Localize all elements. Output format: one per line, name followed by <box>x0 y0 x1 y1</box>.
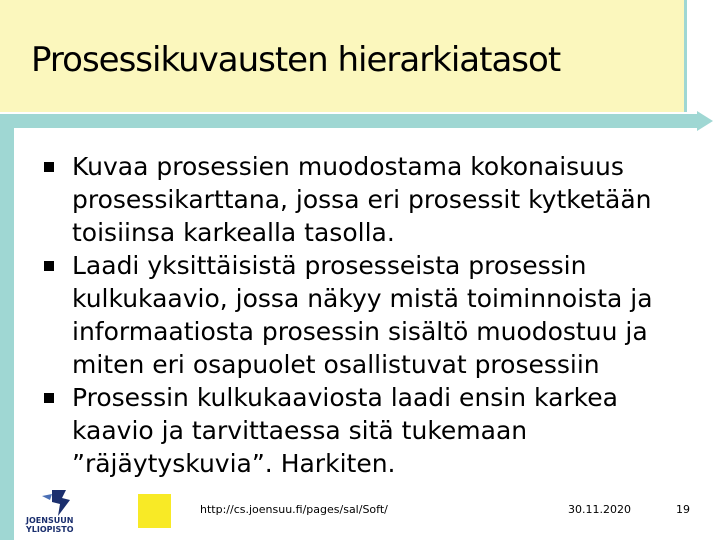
footer-url: http://cs.joensuu.fi/pages/sal/Soft/ <box>200 503 388 516</box>
bullet-text: Laadi yksittäisistä prosesseista prosessin kulkukaavio, jossa näkyy mistä toiminnoista ja informaatiosta prosessin sisältö muodostuu ja miten eri osapuolet osallistuvat prosessiin <box>72 251 653 379</box>
title-box <box>0 0 687 112</box>
footer-date: 30.11.2020 <box>568 503 631 516</box>
bullet-text: Prosessin kulkukaaviosta laadi ensin karkea kaavio ja tarvittaessa sitä tukemaan ”räjäytyskuvia”. Harkiten. <box>72 383 618 478</box>
square-bullet-icon <box>44 393 54 403</box>
logo-text: JOENSUUN YLIOPISTO <box>26 516 74 534</box>
university-logo <box>22 488 96 536</box>
square-bullet-icon <box>44 162 54 172</box>
bullet-list <box>42 150 682 480</box>
left-accent-bar <box>0 125 14 540</box>
arrow-head-icon <box>697 111 713 131</box>
bullet-item <box>42 150 682 249</box>
bullet-text: Kuvaa prosessien muodostama kokonaisuus prosessikarttana, jossa eri prosessit kytketään toisiinsa karkealla tasolla. <box>72 152 652 247</box>
bullet-item <box>42 249 682 381</box>
slide-title: Prosessikuvausten hierarkiatasot <box>31 40 561 80</box>
page-number: 19 <box>676 503 690 516</box>
square-bullet-icon <box>44 261 54 271</box>
bullet-item <box>42 381 682 480</box>
logo-yellow-square <box>138 494 171 528</box>
logo-emblem-icon <box>22 488 96 518</box>
arrow-bar <box>0 114 700 128</box>
